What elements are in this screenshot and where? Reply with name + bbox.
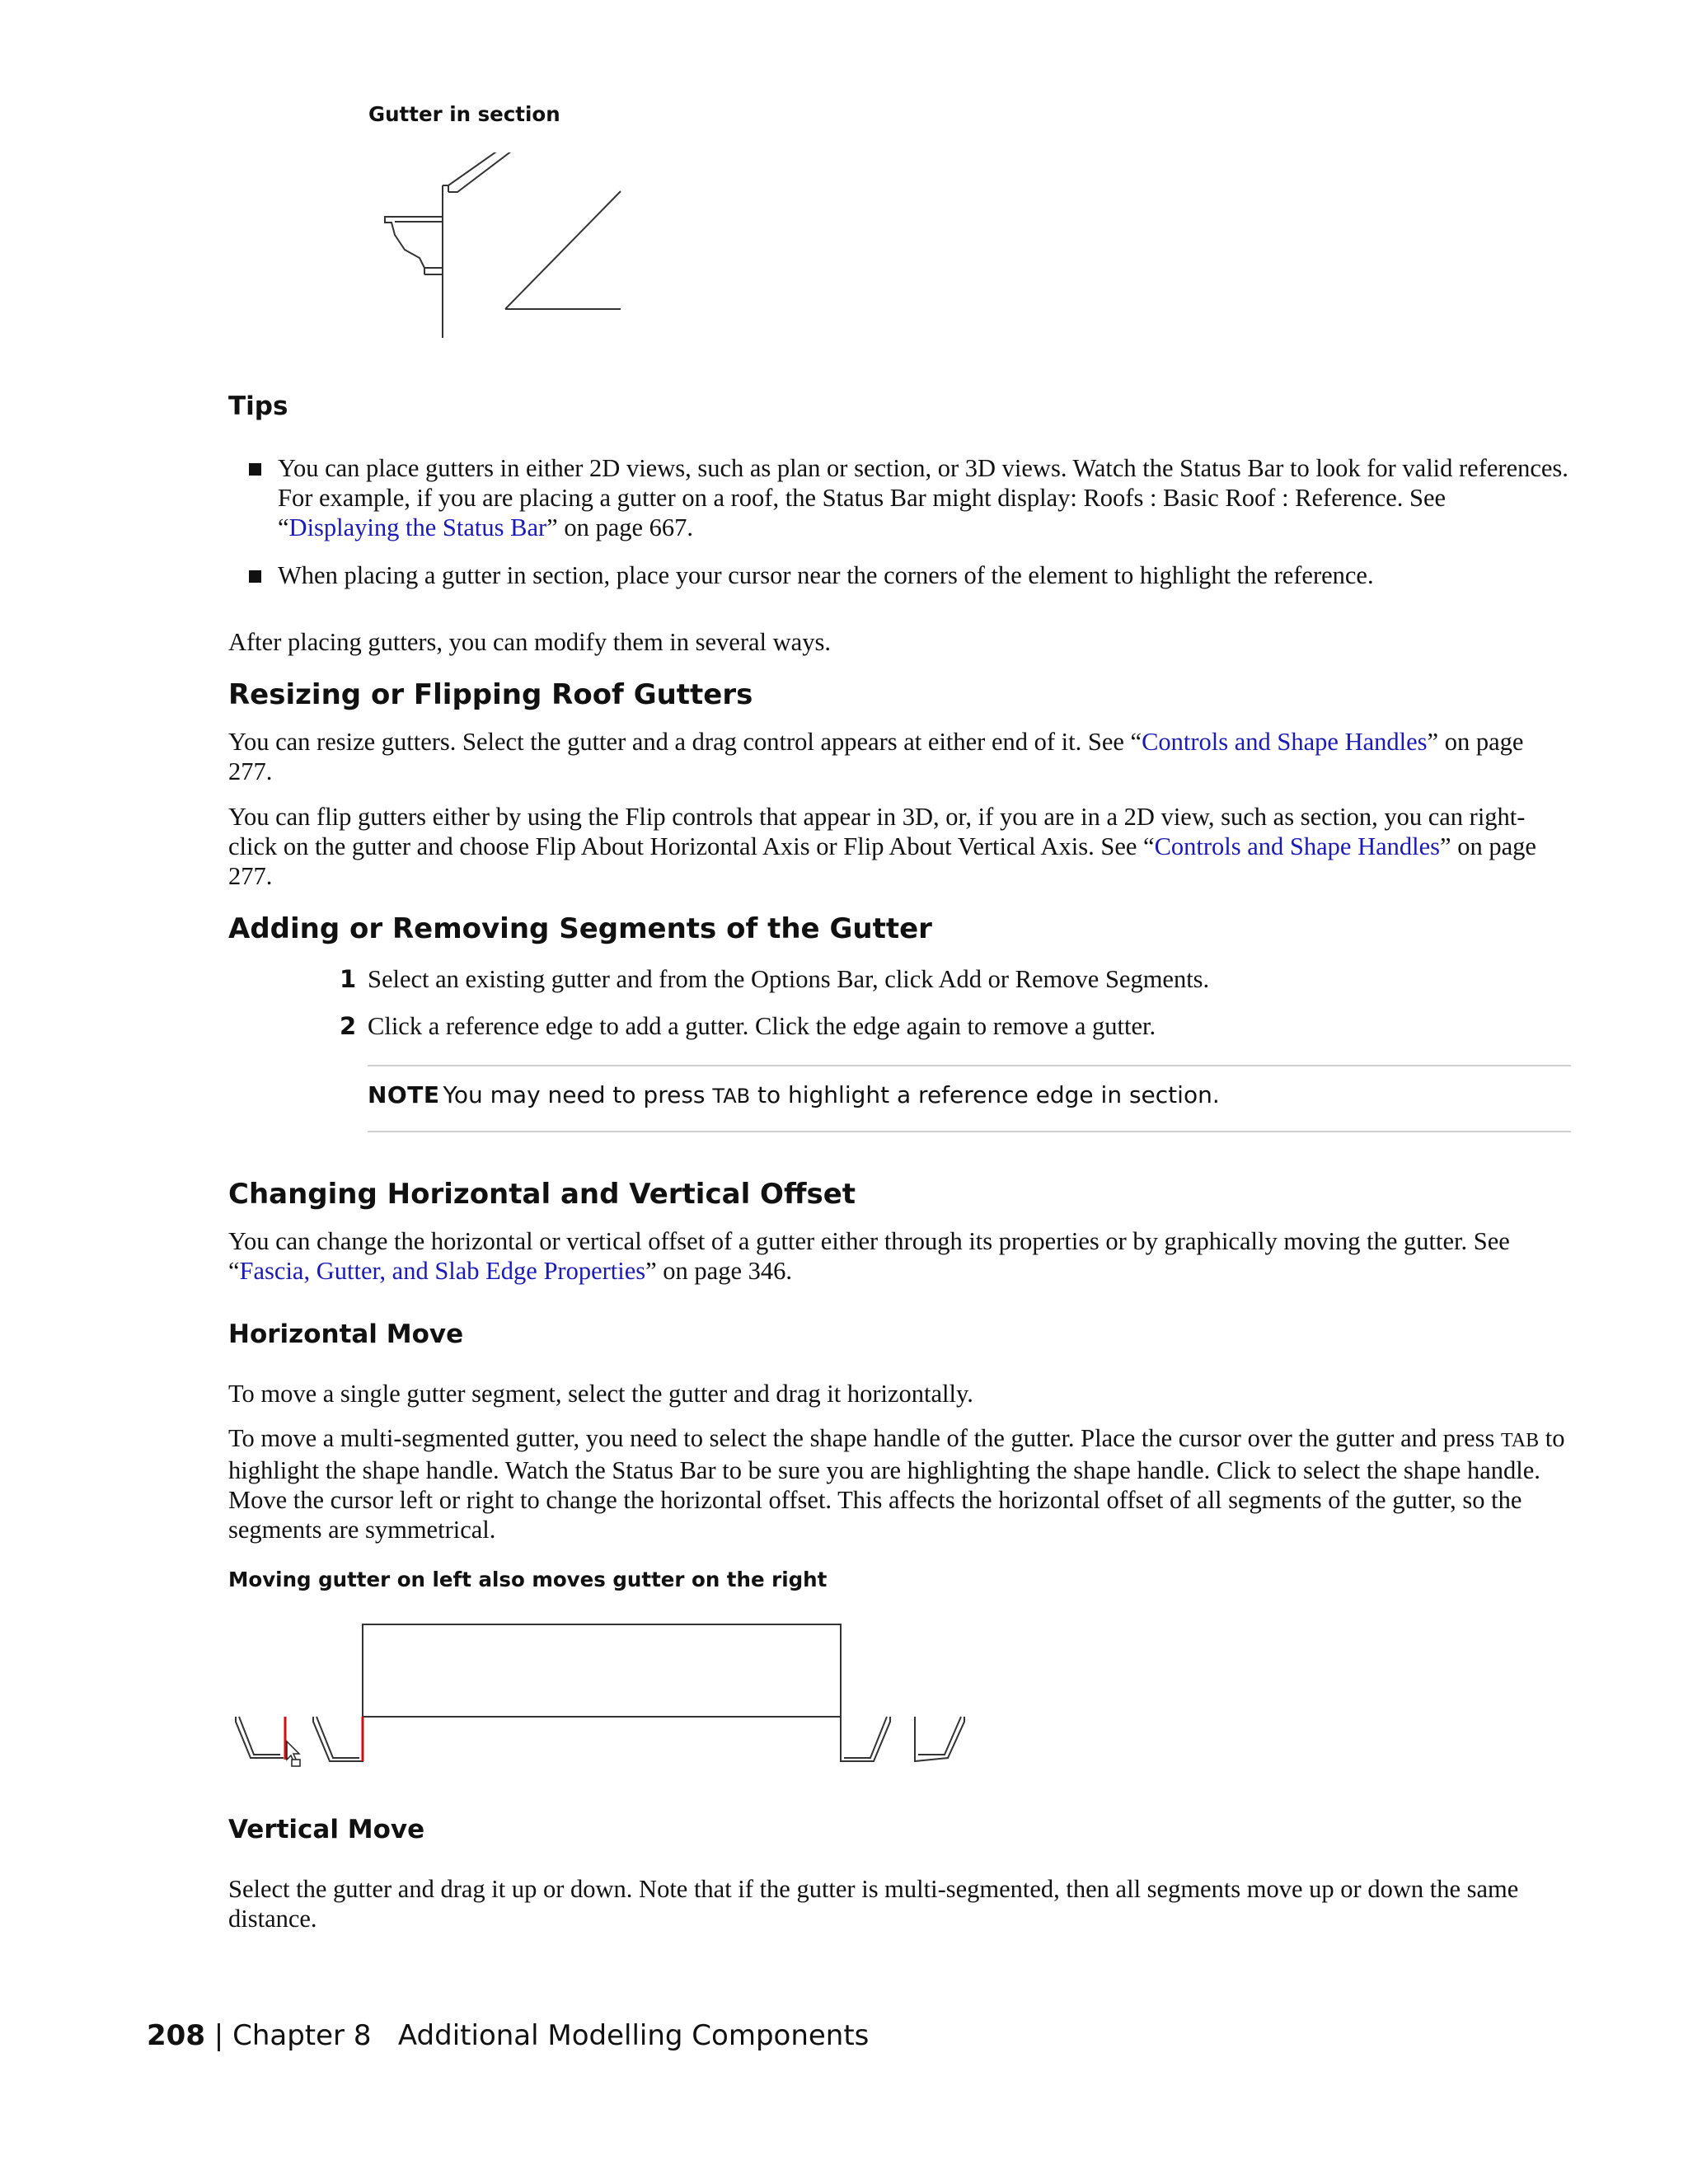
note-box [368, 1081, 1220, 1108]
step-1-text: Select an existing gutter and from the Options Bar, click Add or Remove Segments. [368, 965, 1210, 993]
flip-text: You can flip gutters either by using the Flip controls that appear in 3D, or, if you are in a 2D view, such as section, you can right-click on the gutter and choose Flip About Horizontal Axis or Flip About Vertical Axis. See “ [228, 803, 1526, 860]
tip-1-text: You can place gutters in either 2D views, such as plan or section, or 3D views. Watch the Status Bar to look for valid references. For example, if you are placing a gutter on a roof, the Status Bar might display: Roofs : Basic Roof : Reference. See “ [278, 454, 1568, 541]
paragraph-horizontal-1: To move a single gutter segment, select the gutter and drag it horizontally. [228, 1380, 973, 1408]
heading-changing-offset: Changing Horizontal and Vertical Offset [228, 1178, 856, 1211]
paragraph-after-tips: After placing gutters, you can modify them in several ways. [228, 628, 831, 656]
link-displaying-status-bar[interactable]: Displaying the Status Bar [288, 513, 547, 541]
figure-caption-moving-gutter: Moving gutter on left also moves gutter on the right [228, 1568, 828, 1591]
page-number: 208 [147, 2019, 205, 2052]
footer-chapter-title: Additional Modelling Components [397, 2019, 870, 2052]
paragraph-resize [228, 727, 1572, 786]
horizontal-text-a: To move a multi-segmented gutter, you need to select the shape handle of the gutter. Place the cursor over the gutter and press [228, 1424, 1502, 1452]
note-key-tab: TAB [712, 1085, 751, 1108]
note-rule-top [368, 1065, 1571, 1066]
paragraph-flip [228, 802, 1572, 891]
link-controls-shape-handles[interactable]: Controls and Shape Handles [1142, 728, 1428, 756]
link-controls-shape-handles-2[interactable]: Controls and Shape Handles [1154, 832, 1441, 860]
footer-chapter: Chapter 8 [232, 2019, 372, 2052]
offset-text: You can change the horizontal or vertical offset of a gutter either through its properties or by graphically moving the gutter. See “ [228, 1227, 1510, 1285]
heading-horizontal-move: Horizontal Move [228, 1319, 464, 1349]
paragraph-horizontal-2 [228, 1423, 1572, 1544]
resize-text: You can resize gutters. Select the gutter and a drag control appears at either end of it. See “ [228, 728, 1142, 756]
note-rule-bottom [368, 1131, 1571, 1132]
cursor-icon [287, 1741, 300, 1766]
offset-page-ref: ” on page 346. [645, 1257, 793, 1285]
step-number-2: 2 [340, 1012, 357, 1040]
gutter-section-illustration [375, 152, 647, 342]
tips-heading: Tips [228, 391, 288, 421]
paragraph-offset [228, 1226, 1572, 1286]
bullet-icon [249, 463, 261, 476]
bullet-icon [249, 570, 261, 583]
note-label: NOTE [368, 1081, 440, 1108]
flip-page-ref: ” on page 277. [228, 832, 1536, 890]
tip-1-page-ref: ” on page 667. [546, 513, 694, 541]
resize-page-ref: ” on page 277. [228, 728, 1524, 785]
step-2-text: Click a reference edge to add a gutter. Click the edge again to remove a gutter. [368, 1012, 1156, 1040]
footer-separator: | [213, 2019, 224, 2052]
page-footer [147, 2019, 869, 2052]
note-text: You may need to press TAB to highlight a reference edge in section. [443, 1081, 1220, 1108]
step-number-1: 1 [340, 965, 357, 993]
tip-item-2: When placing a gutter in section, place your cursor near the corners of the element to highlight the reference. [278, 561, 1374, 589]
horizontal-text-b: to highlight the shape handle. Watch the Status Bar to be sure you are highlighting the shape handle. Click to select the shape handle. Move the cursor left or right to change the horizontal offset. This affects the horizontal offset of all segments of the gutter, so the segments are symmetrical. [228, 1424, 1565, 1544]
heading-vertical-move: Vertical Move [228, 1815, 425, 1844]
moving-gutter-illustration [231, 1619, 973, 1772]
heading-resizing-flipping: Resizing or Flipping Roof Gutters [228, 678, 753, 711]
link-fascia-gutter-slab-edge-properties[interactable]: Fascia, Gutter, and Slab Edge Properties [239, 1257, 646, 1285]
paragraph-vertical: Select the gutter and drag it up or down. Note that if the gutter is multi-segmented, then all segments move up or down the same distance. [228, 1875, 1519, 1933]
key-tab: TAB [1501, 1430, 1540, 1451]
heading-adding-removing-segments: Adding or Removing Segments of the Gutter [228, 912, 932, 945]
tip-item-1 [278, 453, 1572, 542]
figure-caption-gutter-section: Gutter in section [368, 102, 560, 126]
